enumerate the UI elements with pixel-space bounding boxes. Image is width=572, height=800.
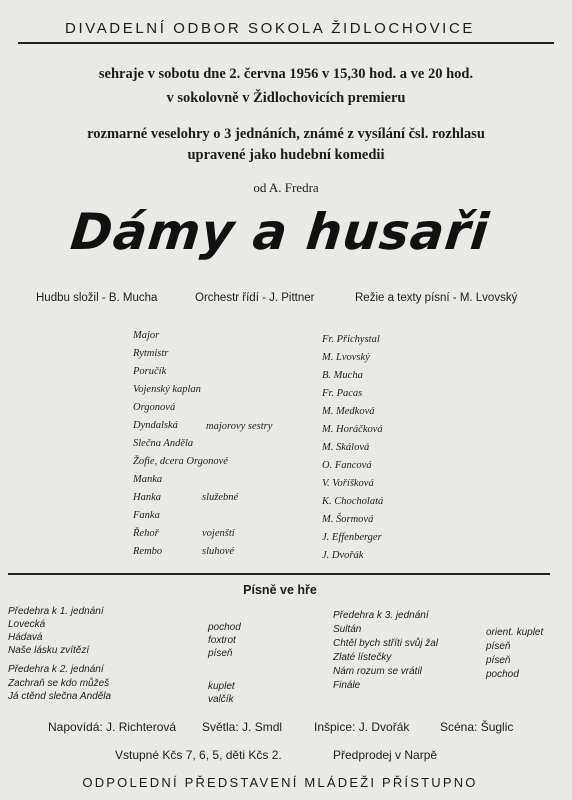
song-type: píseň — [486, 641, 511, 652]
cast-role: Rembo — [133, 546, 163, 557]
song-title: Naše lásku zvítězí — [8, 645, 90, 656]
song-type: kuplet — [208, 681, 235, 692]
intro-line-4: upravené jako hudební komedii — [187, 147, 385, 163]
header-rule — [18, 42, 554, 44]
cast-actor: O. Fancová — [322, 460, 372, 471]
staff-lights: Světla: J. Smdl — [202, 720, 283, 734]
song-type: valčík — [208, 694, 234, 705]
song-title: Lovecká — [8, 619, 46, 630]
song-title: Hádavá — [8, 632, 43, 643]
cast-role: Řehoř — [133, 528, 159, 539]
song-type: orient. kuplet — [486, 627, 544, 638]
cast-actor: J. Effenberger — [322, 532, 382, 543]
cast-actor: B. Mucha — [322, 370, 363, 381]
cast-actor: Fr. Pacas — [322, 388, 363, 399]
cast-role: Slečna Anděla — [133, 438, 194, 449]
song-title: Předehra k 3. jednání — [333, 610, 429, 621]
staff-inspector: Inšpice: J. Dvořák — [314, 720, 410, 734]
footer-notice: ODPOLEDNÍ PŘEDSTAVENÍ MLÁDEŽI PŘÍSTUPNO — [82, 775, 478, 790]
song-title: Zachraň se kdo můžeš — [8, 678, 110, 689]
intro-line-3: rozmarné veselohry o 3 jednáních, známé z vysílání čsl. rozhlasu — [87, 126, 485, 142]
cast-role: Hanka — [133, 492, 161, 503]
song-title: Předehra k 1. jednání — [8, 606, 104, 617]
song-type: pochod — [486, 669, 519, 680]
cast-note-servants: sluhové — [202, 546, 235, 557]
cast-actor: M. Lvovský — [322, 352, 370, 363]
intro-line-1: sehraje v sobotu dne 2. června 1956 v 15,30 hod. a ve 20 hod. — [98, 66, 474, 82]
cast-role: Rytmistr — [133, 348, 169, 359]
song-title: Finále — [333, 680, 361, 691]
ticket-prices: Vstupné Kčs 7, 6, 5, děti Kčs 2. — [115, 748, 282, 762]
cast-note-sisters: majorovy sestry — [206, 421, 273, 432]
cast-role: Žofie, dcera Orgonové — [133, 456, 228, 467]
organization-name: DIVADELNÍ ODBOR SOKOLA ŽIDLOCHOVICE — [65, 20, 475, 37]
cast-actor: Fr. Přichystal — [322, 334, 380, 345]
cast-role: Fanka — [133, 510, 160, 521]
cast-actor: M. Šormová — [322, 514, 374, 525]
play-title: Dámy a husaři — [67, 203, 493, 261]
cast-actor: M. Medková — [322, 406, 375, 417]
songs-heading: Písně ve hře — [243, 583, 317, 597]
song-title: Sultán — [333, 624, 362, 635]
cast-actor: K. Chocholatá — [322, 496, 384, 507]
play-author: od A. Fredra — [253, 180, 319, 195]
cast-role: Major — [133, 330, 160, 341]
cast-note-maids: služebné — [202, 492, 239, 503]
song-title: Chtěl bych stříti svůj žal — [333, 638, 439, 649]
credit-direction: Režie a texty písní - M. Lvovský — [355, 292, 518, 304]
song-title: Zlaté lístečky — [333, 652, 392, 663]
songs-rule — [8, 573, 550, 575]
song-title: Já ctěnd slečna Anděla — [8, 691, 112, 702]
song-title: Předehra k 2. jednání — [8, 664, 104, 675]
cast-role: Vojenský kaplan — [133, 384, 201, 395]
credit-orchestra: Orchestr řídí - J. Pittner — [195, 292, 315, 304]
ticket-presale: Předprodej v Narpě — [333, 748, 438, 762]
cast-actor: M. Horáčková — [322, 424, 383, 435]
song-type: foxtrot — [208, 635, 236, 646]
cast-role: Poručík — [133, 366, 167, 377]
credit-music: Hudbu složil - B. Mucha — [36, 292, 158, 304]
staff-prompter: Napovídá: J. Richterová — [48, 720, 177, 734]
cast-role: Dyndalská — [133, 420, 178, 431]
song-type: píseň — [208, 648, 233, 659]
cast-role: Manka — [133, 474, 163, 485]
song-title: Nám rozum se vrátil — [333, 666, 422, 677]
intro-line-2: v sokolovně v Židlochovicích premieru — [166, 90, 406, 106]
cast-actor: V. Voříšková — [322, 478, 374, 489]
cast-actor: J. Dvořák — [322, 550, 364, 561]
song-type: píseň — [486, 655, 511, 666]
cast-note-soldiers: vojenští — [202, 528, 235, 539]
song-type: pochod — [208, 622, 241, 633]
staff-stage: Scéna: Šuglic — [440, 720, 514, 734]
cast-role: Orgonová — [133, 402, 176, 413]
cast-actor: M. Skálová — [322, 442, 370, 453]
